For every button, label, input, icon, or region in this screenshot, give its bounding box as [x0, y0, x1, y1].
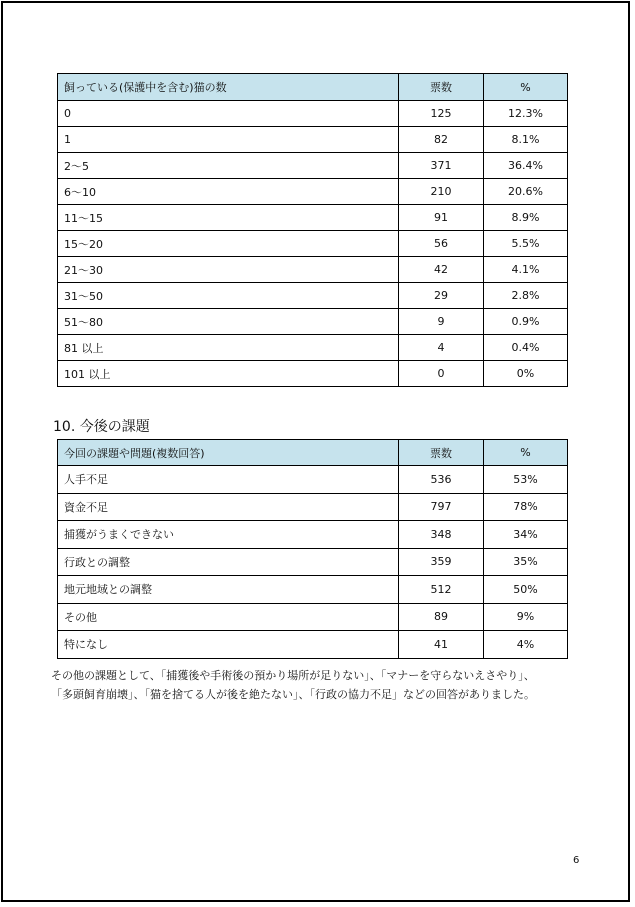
row-label: 2～5: [58, 153, 399, 179]
row-label: 特になし: [58, 631, 399, 659]
percentage: 78%: [484, 493, 568, 521]
table-row: [58, 361, 568, 387]
percentage: 35%: [484, 548, 568, 576]
percentage: 20.6%: [484, 179, 568, 205]
row-label: 81 以上: [58, 335, 399, 361]
table-row: [58, 576, 568, 604]
column-header-cat-count: 飼っている(保護中を含む)猫の数: [58, 74, 399, 101]
row-label: 11～15: [58, 205, 399, 231]
table-row: [58, 548, 568, 576]
table-row: [58, 205, 568, 231]
row-label: 6～10: [58, 179, 399, 205]
column-header-votes: 票数: [399, 440, 484, 466]
row-label: 人手不足: [58, 466, 399, 494]
row-label: 31～50: [58, 283, 399, 309]
percentage: 0.4%: [484, 335, 568, 361]
row-label: 101 以上: [58, 361, 399, 387]
table-row: [58, 603, 568, 631]
row-label: 1: [58, 127, 399, 153]
row-label: 資金不足: [58, 493, 399, 521]
page-number: 6: [573, 855, 580, 866]
cat-count-table: [57, 73, 568, 387]
column-header-issue: 今回の課題や問題(複数回答): [58, 440, 399, 466]
section-heading: 10. 今後の課題: [53, 419, 150, 435]
vote-count: 125: [399, 101, 484, 127]
row-label: 15～20: [58, 231, 399, 257]
table-header-row: [58, 440, 568, 466]
column-header-votes: 票数: [399, 74, 484, 101]
percentage: 53%: [484, 466, 568, 494]
vote-count: 9: [399, 309, 484, 335]
note-line: 「多頭飼育崩壊」、「猫を捨てる人が後を絶たない」、「行政の協力不足」などの回答がありました。: [51, 688, 535, 701]
table-row: [58, 153, 568, 179]
percentage: 50%: [484, 576, 568, 604]
issues-table: [57, 439, 568, 659]
table-row: [58, 309, 568, 335]
vote-count: 797: [399, 493, 484, 521]
vote-count: 512: [399, 576, 484, 604]
table-row: [58, 283, 568, 309]
percentage: 4.1%: [484, 257, 568, 283]
row-label: 21～30: [58, 257, 399, 283]
table-row: [58, 631, 568, 659]
percentage: 5.5%: [484, 231, 568, 257]
table-header-row: [58, 74, 568, 101]
percentage: 12.3%: [484, 101, 568, 127]
table-row: [58, 179, 568, 205]
table-row: [58, 231, 568, 257]
percentage: 0%: [484, 361, 568, 387]
row-label: その他: [58, 603, 399, 631]
vote-count: 4: [399, 335, 484, 361]
vote-count: 42: [399, 257, 484, 283]
table-row: [58, 257, 568, 283]
column-header-percent: %: [484, 440, 568, 466]
row-label: 行政との調整: [58, 548, 399, 576]
percentage: 34%: [484, 521, 568, 549]
percentage: 8.9%: [484, 205, 568, 231]
percentage: 4%: [484, 631, 568, 659]
table-row: [58, 127, 568, 153]
table-row: [58, 521, 568, 549]
vote-count: 89: [399, 603, 484, 631]
vote-count: 56: [399, 231, 484, 257]
row-label: 捕獲がうまくできない: [58, 521, 399, 549]
vote-count: 371: [399, 153, 484, 179]
vote-count: 29: [399, 283, 484, 309]
column-header-percent: %: [484, 74, 568, 101]
vote-count: 82: [399, 127, 484, 153]
row-label: 51～80: [58, 309, 399, 335]
vote-count: 91: [399, 205, 484, 231]
percentage: 36.4%: [484, 153, 568, 179]
table-row: [58, 101, 568, 127]
vote-count: 536: [399, 466, 484, 494]
row-label: 0: [58, 101, 399, 127]
other-issues-note: [51, 666, 571, 704]
percentage: 0.9%: [484, 309, 568, 335]
table-row: [58, 335, 568, 361]
note-line: その他の課題として、「捕獲後や手術後の預かり場所が足りない」、「マナーを守らないえさやり」、: [51, 669, 535, 682]
row-label: 地元地域との調整: [58, 576, 399, 604]
vote-count: 359: [399, 548, 484, 576]
percentage: 8.1%: [484, 127, 568, 153]
vote-count: 41: [399, 631, 484, 659]
percentage: 2.8%: [484, 283, 568, 309]
table-row: [58, 493, 568, 521]
percentage: 9%: [484, 603, 568, 631]
vote-count: 210: [399, 179, 484, 205]
vote-count: 348: [399, 521, 484, 549]
table-row: [58, 466, 568, 494]
vote-count: 0: [399, 361, 484, 387]
